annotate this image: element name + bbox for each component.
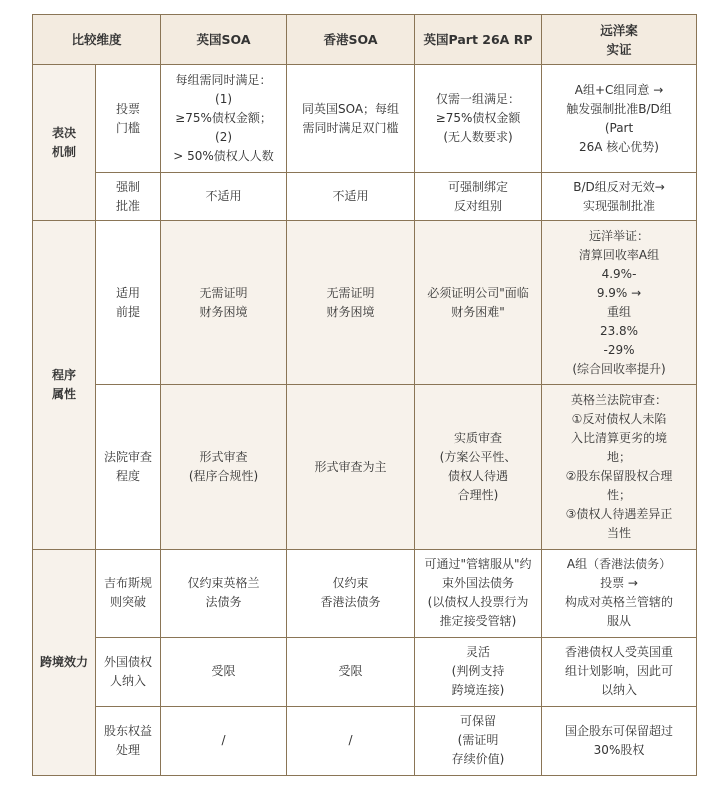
- cell-uk-part26a: 可通过"管辖服从"约 束外国法债务 (以债权人投票行为 推定接受管辖): [415, 549, 542, 637]
- row-item: 适用 前提: [96, 221, 161, 385]
- table-row: [33, 549, 697, 637]
- cell-uk-soa: 仅约束英格兰 法债务: [161, 549, 287, 637]
- cell-uk-soa: 不适用: [161, 173, 287, 221]
- cell-case: A组+C组同意 → 触发强制批准B/D组 (Part 26A 核心优势): [542, 65, 697, 173]
- cell-uk-part26a: 可保留 (需证明 存续价值): [415, 706, 542, 775]
- cell-hk-soa: 无需证明 财务困境: [287, 221, 415, 385]
- header-row: [33, 15, 697, 65]
- row-item: 股东权益 处理: [96, 706, 161, 775]
- cell-hk-soa: 形式审查为主: [287, 385, 415, 549]
- cell-hk-soa: /: [287, 706, 415, 775]
- cell-uk-soa: 无需证明 财务困境: [161, 221, 287, 385]
- cell-case: 远洋举证： 清算回收率A组 4.9%- 9.9% → 重组 23.8% -29% (综合回收率提升): [542, 221, 697, 385]
- header-uk-part26a: 英国Part 26A RP: [415, 15, 542, 65]
- cell-uk-part26a: 可强制绑定 反对组别: [415, 173, 542, 221]
- group-cross-border: 跨境效力: [33, 549, 96, 775]
- header-hk-soa: 香港SOA: [287, 15, 415, 65]
- header-uk-soa: 英国SOA: [161, 15, 287, 65]
- cell-hk-soa: 受限: [287, 637, 415, 706]
- cell-uk-soa: 受限: [161, 637, 287, 706]
- row-item: 法院审查 程度: [96, 385, 161, 549]
- cell-case: 国企股东可保留超过 30%股权: [542, 706, 697, 775]
- table-row: [33, 221, 697, 385]
- cell-hk-soa: 不适用: [287, 173, 415, 221]
- cell-uk-part26a: 仅需一组满足： ≥75%债权金额 (无人数要求): [415, 65, 542, 173]
- row-item: 外国债权 人纳入: [96, 637, 161, 706]
- group-procedure: 程序 属性: [33, 221, 96, 549]
- header-dimension: 比较维度: [33, 15, 161, 65]
- cell-case: A组（香港法债务） 投票 → 构成对英格兰管辖的 服从: [542, 549, 697, 637]
- row-item: 吉布斯规 则突破: [96, 549, 161, 637]
- group-voting: 表决 机制: [33, 65, 96, 221]
- cell-uk-part26a: 实质审查 (方案公平性、 债权人待遇 合理性): [415, 385, 542, 549]
- comparison-table: [32, 14, 697, 776]
- row-item: 投票 门槛: [96, 65, 161, 173]
- table-row: [33, 385, 697, 549]
- cell-case: B/D组反对无效→ 实现强制批准: [542, 173, 697, 221]
- row-item: 强制 批准: [96, 173, 161, 221]
- cell-case: 香港债权人受英国重 组计划影响，因此可 以纳入: [542, 637, 697, 706]
- table-row: [33, 706, 697, 775]
- cell-case: 英格兰法院审查： ①反对债权人未陷 入比清算更劣的境 地； ②股东保留股权合理 性； ③债权人待遇差异正 当性: [542, 385, 697, 549]
- cell-uk-part26a: 必须证明公司"面临 财务困难": [415, 221, 542, 385]
- cell-hk-soa: 同英国SOA；每组 需同时满足双门槛: [287, 65, 415, 173]
- cell-uk-soa: 形式审查 (程序合规性): [161, 385, 287, 549]
- table-row: [33, 173, 697, 221]
- cell-uk-soa: /: [161, 706, 287, 775]
- table-row: [33, 637, 697, 706]
- cell-uk-part26a: 灵活 (判例支持 跨境连接): [415, 637, 542, 706]
- cell-uk-soa: 每组需同时满足： (1) ≥75%债权金额； (2) > 50%债权人人数: [161, 65, 287, 173]
- header-case: 远洋案 实证: [542, 15, 697, 65]
- table-row: [33, 65, 697, 173]
- cell-hk-soa: 仅约束 香港法债务: [287, 549, 415, 637]
